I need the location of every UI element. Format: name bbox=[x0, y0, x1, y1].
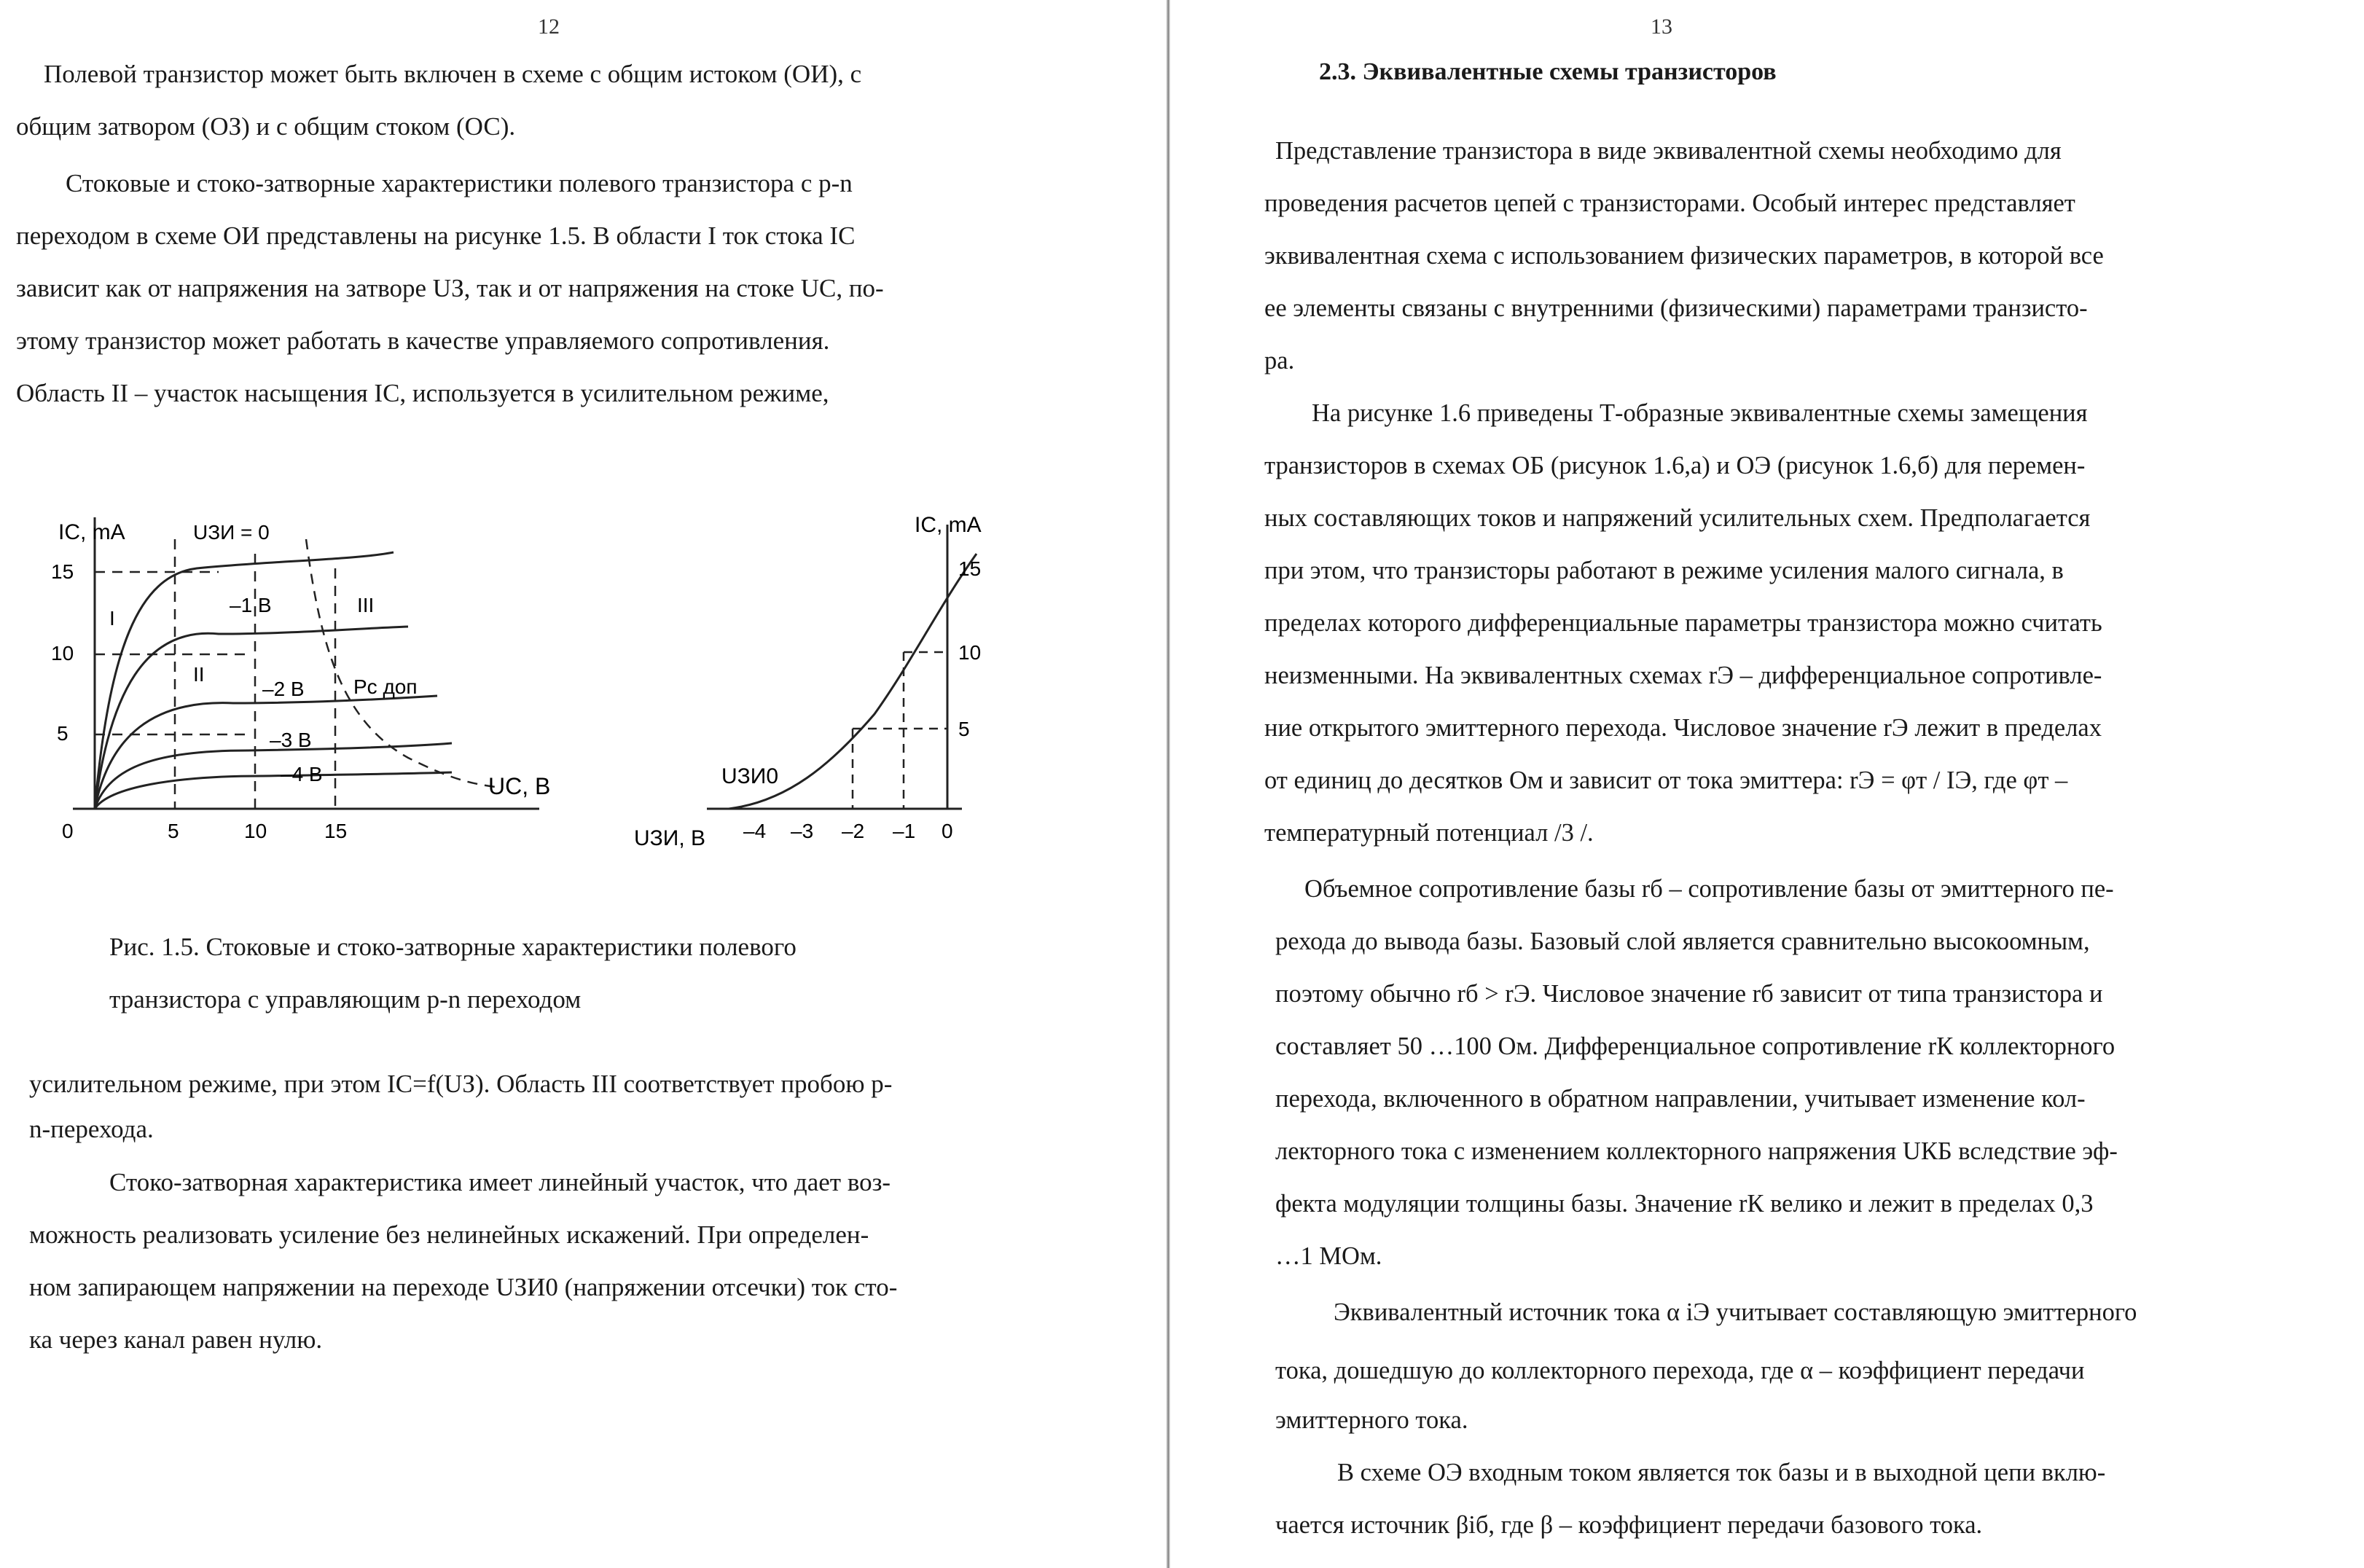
text-line: тока, дошедшую до коллекторного перехода, где α – коэффициент передачи bbox=[1275, 1357, 2085, 1384]
text-line: ра. bbox=[1264, 347, 1295, 375]
left-page bbox=[0, 0, 1159, 1568]
right-page bbox=[1173, 0, 2364, 1568]
page-number-left: 12 bbox=[538, 15, 560, 39]
text-line: Полевой транзистор может быть включен в схеме с общим истоком (ОИ), с bbox=[44, 60, 862, 88]
cutoff-label: UЗИ0 bbox=[721, 764, 779, 788]
page-number-right: 13 bbox=[1651, 15, 1672, 39]
text-line: лекторного тока с изменением коллекторного напряжения UКБ вследствие эф- bbox=[1275, 1137, 2118, 1165]
x-label: UЗИ, B bbox=[634, 826, 706, 850]
region-label: III bbox=[357, 594, 375, 616]
text-line: пределах которого дифференциальные параметры транзистора можно считать bbox=[1264, 609, 2102, 637]
x-label: UC, B bbox=[488, 773, 551, 799]
text-line: транзисторов в схемах ОБ (рисунок 1.6,а) и ОЭ (рисунок 1.6,б) для перемен- bbox=[1264, 452, 2086, 479]
text-line: ных составляющих токов и напряжений усилительных схем. Предполагается bbox=[1264, 504, 2091, 532]
curve-m2 bbox=[95, 696, 437, 809]
text-line: На рисунке 1.6 приведены Т-образные эквивалентные схемы замещения bbox=[1312, 399, 2088, 427]
figure-caption: Рис. 1.5. Стоковые и стоко-затворные характеристики полевого bbox=[109, 933, 797, 961]
text-line: ее элементы связаны с внутренними (физическими) параметрами транзисто- bbox=[1264, 294, 2088, 322]
x-tick: –2 bbox=[842, 820, 865, 842]
curve-label: –3 B bbox=[270, 729, 312, 751]
text-line: …1 МОм. bbox=[1275, 1242, 1382, 1270]
drain-characteristics-chart bbox=[29, 503, 568, 860]
text-line: Объемное сопротивление базы rб – сопротивление базы от эмиттерного пе- bbox=[1304, 875, 2114, 903]
x-tick: 0 bbox=[942, 820, 953, 842]
text-line: Область II – участок насыщения IC, используется в усилительном режиме, bbox=[16, 379, 829, 407]
text-line: при этом, что транзисторы работают в режиме усиления малого сигнала, в bbox=[1264, 557, 2064, 584]
text-line: общим затвором (ОЗ) и с общим стоком (ОС). bbox=[16, 112, 516, 141]
x-tick: –4 bbox=[743, 820, 767, 842]
text-line: переходом в схеме ОИ представлены на рисунке 1.5. В области I ток стока IC bbox=[16, 222, 856, 250]
text-line: n-перехода. bbox=[29, 1115, 154, 1143]
text-line: В схеме ОЭ входным током является ток базы и в выходной цепи вклю- bbox=[1337, 1459, 2106, 1486]
text-line: неизменными. На эквивалентных схемах rЭ – дифференциальное сопротивле- bbox=[1264, 662, 2102, 689]
text-line: усилительном режиме, при этом IC=f(UЗ). Область III соответствует пробою p- bbox=[29, 1070, 893, 1098]
text-line: зависит как от напряжения на затворе UЗ, так и от напряжения на стоке UC, по- bbox=[16, 274, 884, 302]
text-line: Стоковые и стоко-затворные характеристики полевого транзистора с p-n bbox=[66, 169, 853, 197]
text-line: ка через канал равен нулю. bbox=[29, 1325, 323, 1354]
y-label: IC, mA bbox=[915, 513, 982, 537]
text-line: от единиц до десятков Ом и зависит от тока эмиттера: rЭ = φт / IЭ, где φт – bbox=[1264, 767, 2068, 794]
power-label: Pc доп bbox=[353, 675, 418, 698]
x-tick: –3 bbox=[791, 820, 814, 842]
region-label: II bbox=[193, 663, 205, 686]
x-tick: 0 bbox=[62, 820, 74, 842]
y-tick: 5 bbox=[958, 718, 970, 740]
y-tick: 15 bbox=[958, 557, 982, 580]
y-tick: 10 bbox=[51, 642, 74, 665]
curve-m1 bbox=[95, 627, 408, 809]
y-label: IC, mA bbox=[58, 520, 125, 544]
text-line: Представление транзистора в виде эквивалентной схемы необходимо для bbox=[1275, 137, 2062, 165]
text-line: эквивалентная схема с использованием физических параметров, в которой все bbox=[1264, 242, 2104, 270]
text-line: ном запирающем напряжении на переходе UЗИ0 (напряжении отсечки) ток сто- bbox=[29, 1273, 898, 1301]
text-line: этому транзистор может работать в качестве управляемого сопротивления. bbox=[16, 326, 830, 355]
section-heading: 2.3. Эквивалентные схемы транзисторов bbox=[1319, 58, 1777, 85]
text-line: эмиттерного тока. bbox=[1275, 1406, 1468, 1434]
text-line: Эквивалентный источник тока α iЭ учитывает составляющую эмиттерного bbox=[1334, 1298, 2137, 1326]
curve-label: UЗИ = 0 bbox=[193, 521, 270, 544]
book-gutter bbox=[1166, 0, 1170, 1568]
y-tick: 5 bbox=[57, 722, 69, 745]
x-tick: 10 bbox=[244, 820, 267, 842]
text-line: можность реализовать усиление без нелинейных искажений. При определен- bbox=[29, 1220, 869, 1249]
text-line: фекта модуляции толщины базы. Значение rК велико и лежит в пределах 0,3 bbox=[1275, 1190, 2094, 1218]
text-line: перехода, включенного в обратном направлении, учитывает изменение кол- bbox=[1275, 1085, 2086, 1113]
text-line: проведения расчетов цепей с транзисторами. Особый интерес представляет bbox=[1264, 189, 2075, 217]
curve-label: –1 B bbox=[230, 594, 272, 616]
text-line: поэтому обычно rб > rЭ. Числовое значение rб зависит от типа транзистора и bbox=[1275, 980, 2103, 1008]
x-tick: 15 bbox=[324, 820, 348, 842]
region-label: I bbox=[109, 607, 115, 630]
text-line: составляет 50 …100 Ом. Дифференциальное сопротивление rК коллекторного bbox=[1275, 1032, 2116, 1060]
text-line: чается источник βiб, где β – коэффициент передачи базового тока. bbox=[1275, 1511, 1983, 1539]
y-tick: 15 bbox=[51, 560, 74, 583]
text-line: температурный потенциал /3 /. bbox=[1264, 819, 1594, 847]
curve-m4 bbox=[95, 772, 452, 809]
curve-label: –4 B bbox=[281, 763, 323, 785]
x-tick: –1 bbox=[893, 820, 916, 842]
curve-u0 bbox=[95, 552, 394, 809]
figure-caption: транзистора с управляющим p-n переходом bbox=[109, 985, 582, 1014]
transfer-characteristic-chart bbox=[627, 503, 1006, 860]
text-line: Стоко-затворная характеристика имеет линейный участок, что дает воз- bbox=[109, 1168, 891, 1196]
text-line: ние открытого эмиттерного перехода. Числовое значение rЭ лежит в пределах bbox=[1264, 714, 2102, 742]
curve-label: –2 B bbox=[262, 678, 305, 700]
x-tick: 5 bbox=[168, 820, 179, 842]
y-tick: 10 bbox=[958, 641, 982, 664]
text-line: рехода до вывода базы. Базовый слой является сравнительно высокоомным, bbox=[1275, 928, 2090, 955]
